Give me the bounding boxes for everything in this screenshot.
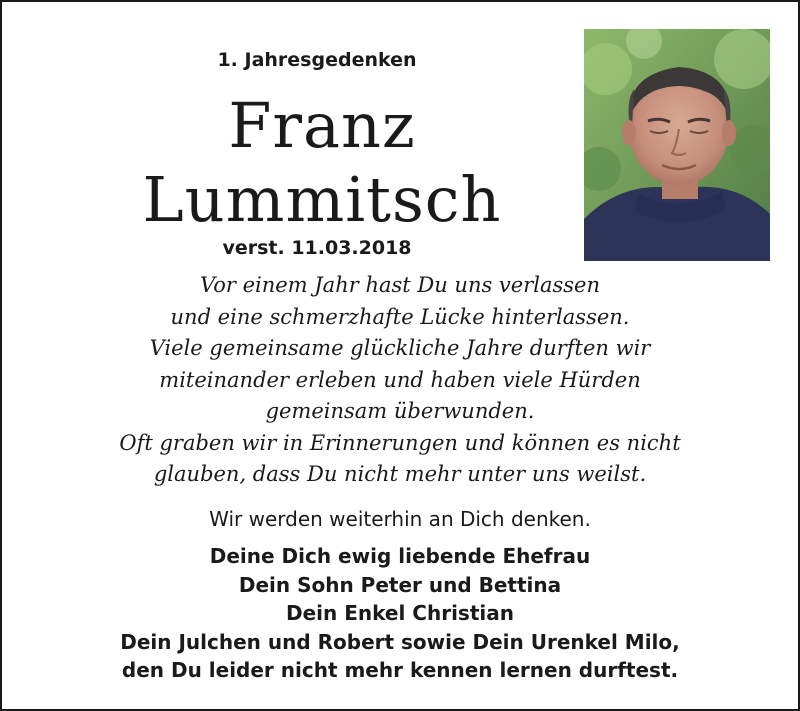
last-name: Lummitsch <box>142 163 502 236</box>
death-date: verst. 11.03.2018 <box>222 237 412 259</box>
poem-line: Viele gemeinsame glückliche Jahre durften wir <box>149 336 651 360</box>
poem-line: miteinander erleben und haben viele Hürden <box>159 367 641 392</box>
first-name: Franz <box>228 89 416 162</box>
poem-line: Oft graben wir in Erinnerungen und können es nicht <box>119 430 681 455</box>
signature-line: Dein Julchen und Robert sowie Dein Urenkel Milo, <box>120 629 680 654</box>
signature-line: Deine Dich ewig liebende Ehefrau <box>209 544 591 568</box>
remembrance-line: Wir werden weiterhin an Dich denken. <box>209 507 591 531</box>
anniversary-heading: 1. Jahresgedenken <box>217 49 417 71</box>
poem-line: und eine schmerzhafte Lücke hinterlassen. <box>170 304 630 329</box>
signature-line: Dein Enkel Christian <box>286 601 514 626</box>
signature-block <box>22 542 778 685</box>
signature-line: den Du leider nicht mehr kennen lernen durftest. <box>121 658 679 683</box>
poem-text <box>22 270 778 491</box>
portrait-photo <box>584 29 770 261</box>
signature-line: Dein Sohn Peter und Bettina <box>238 572 562 597</box>
poem-line: Vor einem Jahr hast Du uns verlassen <box>199 273 600 297</box>
poem-line: glauben, dass Du nicht mehr unter uns weilst. <box>153 462 647 486</box>
poem-line: gemeinsam überwunden. <box>265 399 535 423</box>
